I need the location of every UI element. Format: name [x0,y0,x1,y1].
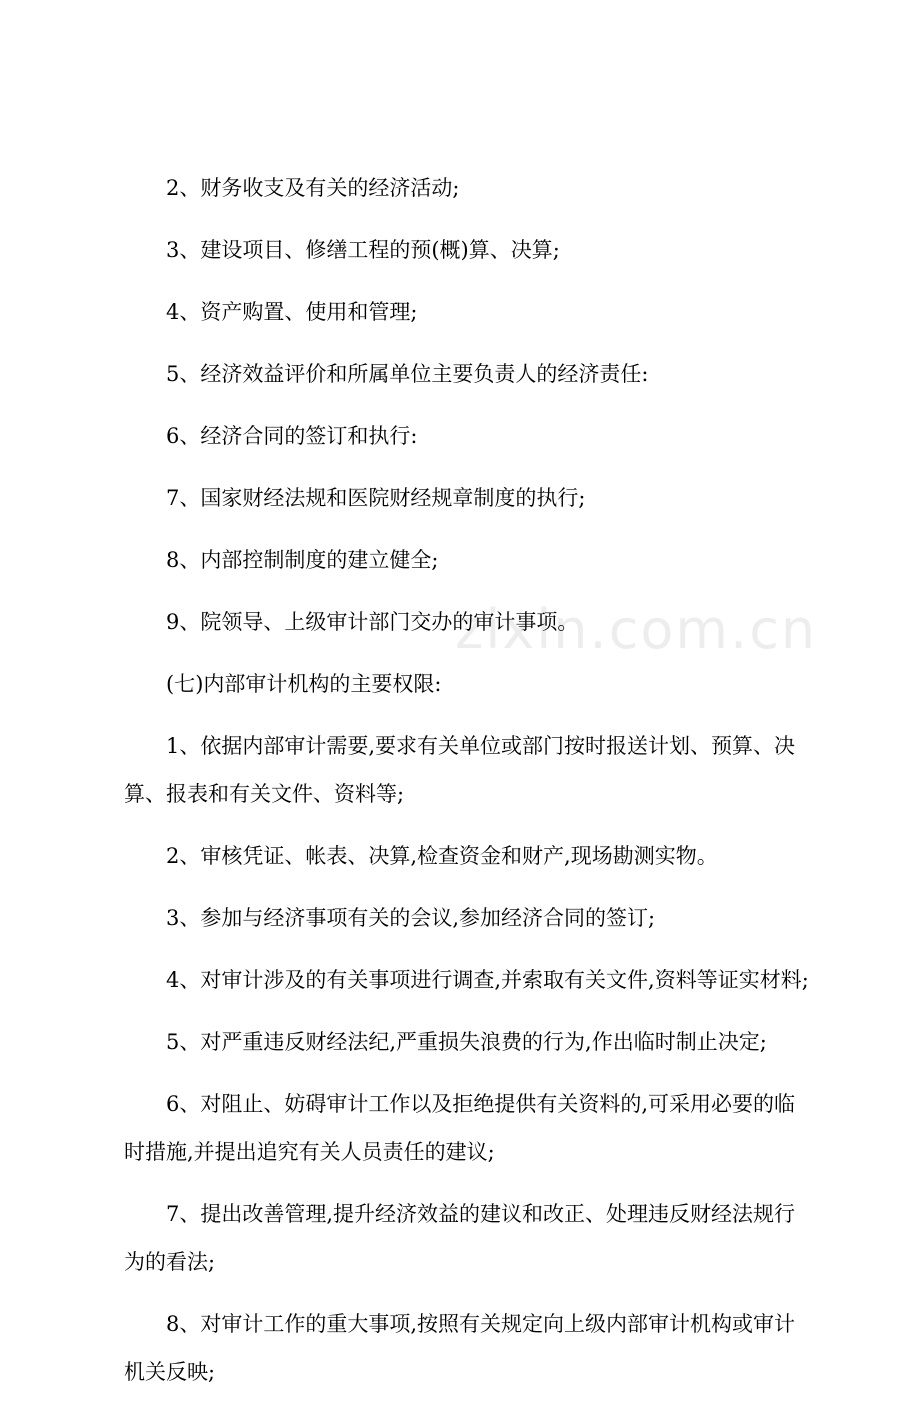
section-heading-7: (七)内部审计机构的主要权限: [166,672,442,696]
authority-item-5: 5、对严重违反财经法纪,严重损失浪费的行为,作出临时制止决定; [166,1030,767,1054]
watermark: zixin.com.cn [455,598,818,661]
authority-item-2: 2、审核凭证、帐表、决算,检查资金和财产,现场勘测实物。 [166,844,718,868]
paragraph-item-7: 7、国家财经法规和医院财经规章制度的执行; [166,486,586,510]
paragraph-item-5: 5、经济效益评价和所属单位主要负责人的经济责任: [166,362,649,386]
authority-item-7: 7、提出改善管理,提升经济效益的建议和改正、处理违反财经法规行为的看法; [124,1202,796,1274]
authority-item-8: 8、对审计工作的重大事项,按照有关规定向上级内部审计机构或审计机关反映; [124,1312,796,1384]
authority-item-3: 3、参加与经济事项有关的会议,参加经济合同的签订; [166,906,656,930]
authority-item-6: 6、对阻止、妨碍审计工作以及拒绝提供有关资料的,可采用必要的临时措施,并提出追究有关人员责任的建议; [124,1092,796,1164]
paragraph-item-6: 6、经济合同的签订和执行: [166,424,418,448]
paragraph-item-2: 2、财务收支及有关的经济活动; [166,176,460,200]
paragraph-item-8: 8、内部控制制度的建立健全; [166,548,439,572]
paragraph-item-3: 3、建设项目、修缮工程的预(概)算、决算; [166,238,560,262]
authority-item-1: 1、依据内部审计需要,要求有关单位或部门按时报送计划、预算、决算、报表和有关文件、资料等; [124,734,796,806]
document-body [124,164,814,1410]
paragraph-item-4: 4、资产购置、使用和管理; [166,300,418,324]
paragraph-item-9: 9、院领导、上级审计部门交办的审计事项。 [166,610,579,634]
authority-item-4: 4、对审计涉及的有关事项进行调查,并索取有关文件,资料等证实材料; [166,968,809,992]
